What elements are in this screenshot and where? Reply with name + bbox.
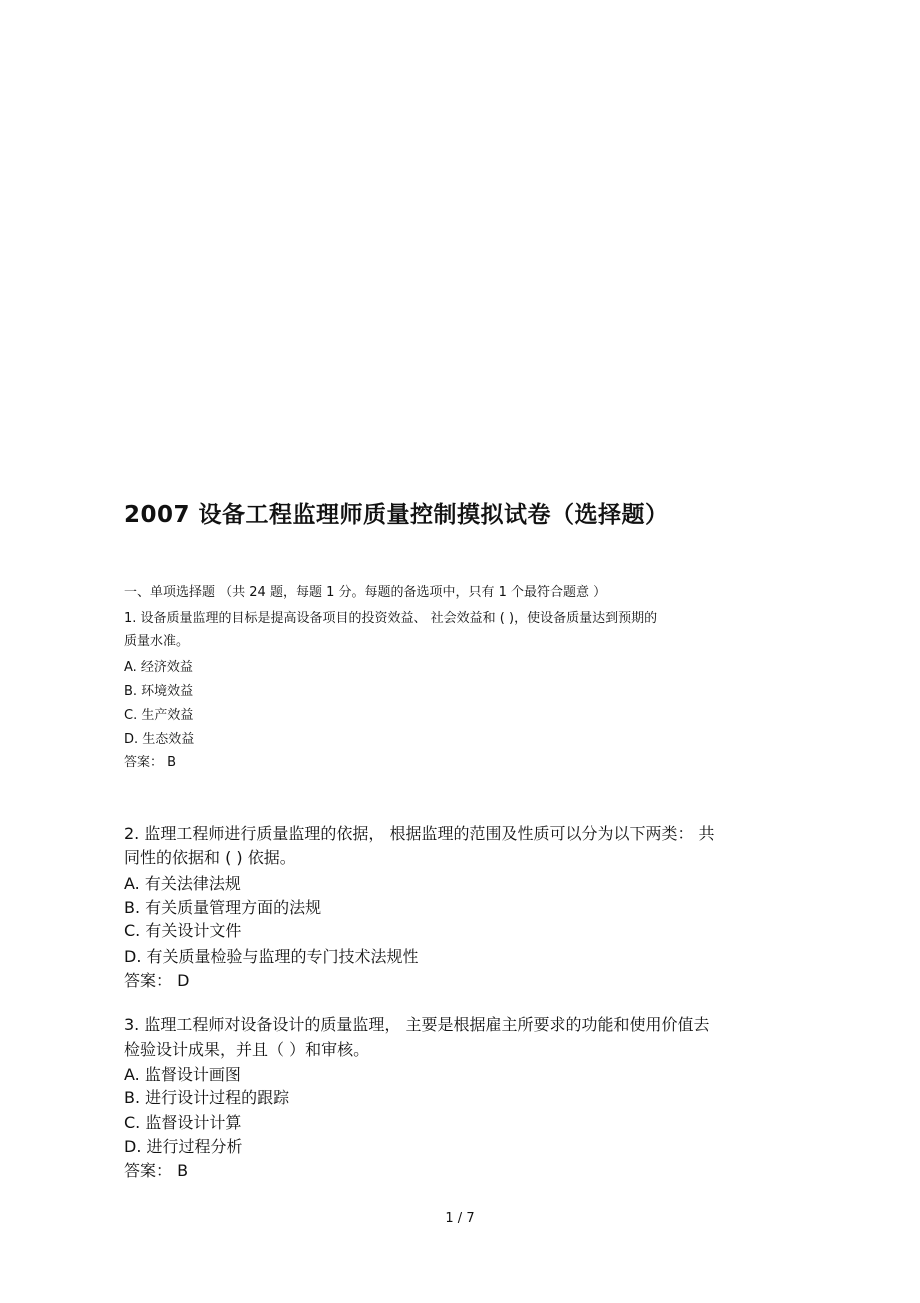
question-3-option-b: B. 进行设计过程的跟踪: [124, 1088, 290, 1107]
page-number: 1 / 7: [445, 1211, 475, 1226]
page-title: 2007 设备工程监理师质量控制摸拟试卷（选择题）: [124, 502, 669, 528]
question-2-stem-line2: 同性的依据和 ( ) 依据。: [124, 848, 296, 867]
question-1-answer: 答案： B: [124, 755, 177, 770]
question-1-option-a: A. 经济效益: [124, 660, 193, 675]
section-header: 一、单项选择题 （共 24 题，每题 1 分。每题的备选项中，只有 1 个最符合题意 ）: [124, 585, 607, 600]
question-3-stem-line1: 3. 监理工程师对设备设计的质量监理， 主要是根据雇主所要求的功能和使用价值去: [124, 1015, 710, 1034]
question-3-answer: 答案： B: [124, 1161, 189, 1180]
question-2-option-d: D. 有关质量检验与监理的专门技术法规性: [124, 947, 419, 966]
question-1-stem-line2: 质量水准。: [124, 634, 190, 649]
question-2-option-a: A. 有关法律法规: [124, 874, 241, 893]
question-2-option-c: C. 有关设计文件: [124, 921, 242, 940]
question-2-stem-line1: 2. 监理工程师进行质量监理的依据， 根据监理的范围及性质可以分为以下两类： 共: [124, 824, 715, 843]
question-3-option-a: A. 监督设计画图: [124, 1065, 241, 1084]
question-1-option-b: B. 环境效益: [124, 684, 194, 699]
question-1-stem-line1: 1. 设备质量监理的目标是提高设备项目的投资效益、 社会效益和 ( )，使设备质量达到预期的: [124, 611, 658, 626]
question-3-option-d: D. 进行过程分析: [124, 1137, 243, 1156]
question-1-option-c: C. 生产效益: [124, 708, 194, 723]
question-3-stem-line2: 检验设计成果，并且（ ）和审核。: [124, 1040, 370, 1059]
question-2-option-b: B. 有关质量管理方面的法规: [124, 898, 322, 917]
question-3-option-c: C. 监督设计计算: [124, 1113, 242, 1132]
question-1-option-d: D. 生态效益: [124, 732, 195, 747]
question-2-answer: 答案： D: [124, 971, 190, 990]
